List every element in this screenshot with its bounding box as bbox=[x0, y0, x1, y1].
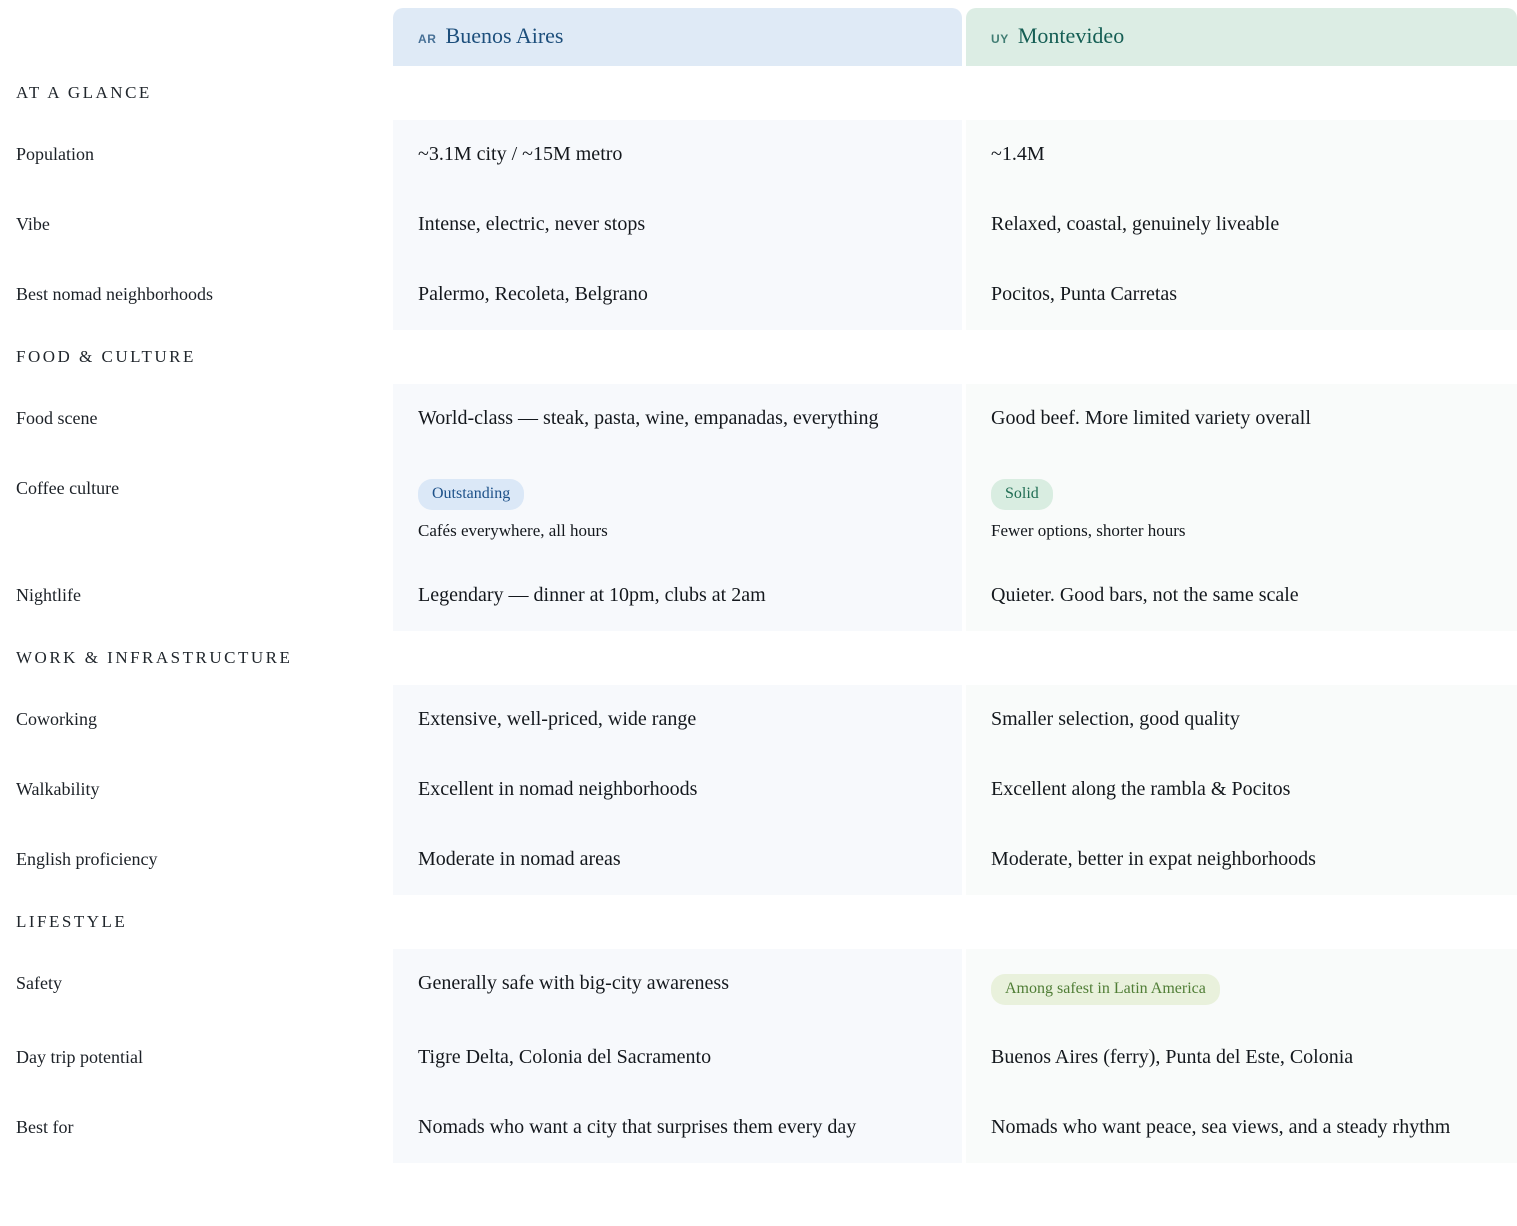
row-label: Best nomad neighborhoods bbox=[16, 284, 213, 304]
section-title: LIFESTYLE bbox=[16, 911, 128, 931]
city-name-buenos-aires: Buenos Aires bbox=[445, 23, 564, 48]
value-text: Quieter. Good bars, not the same scale bbox=[991, 583, 1299, 606]
value-cell-montevideo bbox=[966, 454, 1517, 561]
row-label: Food scene bbox=[16, 408, 98, 428]
table-row-walkability bbox=[0, 755, 1517, 825]
column-header-montevideo bbox=[966, 8, 1517, 66]
value-text: World-class — steak, pasta, wine, empanadas, everything bbox=[418, 407, 879, 429]
value-text: Good beef. More limited variety overall bbox=[991, 407, 1311, 429]
value-text: Moderate in nomad areas bbox=[418, 847, 621, 870]
table-row-coworking bbox=[0, 685, 1517, 755]
row-label: Coffee culture bbox=[16, 478, 120, 498]
value-text: Relaxed, coastal, genuinely liveable bbox=[991, 213, 1280, 235]
section-header-work-infrastructure bbox=[0, 631, 1517, 685]
value-cell-montevideo bbox=[966, 561, 1517, 631]
section-title: AT A GLANCE bbox=[16, 83, 152, 102]
row-label: Vibe bbox=[16, 214, 50, 234]
table-row-nightlife bbox=[0, 561, 1517, 631]
value-text: Generally safe with big-city awareness bbox=[418, 971, 729, 994]
value-text: Legendary — dinner at 10pm, clubs at 2am bbox=[418, 583, 766, 606]
table-row-best-for bbox=[0, 1093, 1517, 1163]
section-title: WORK & INFRASTRUCTURE bbox=[16, 647, 293, 667]
value-text: Nomads who want a city that surprises them every day bbox=[418, 1115, 857, 1138]
value-text: Moderate, better in expat neighborhoods bbox=[991, 847, 1316, 870]
value-cell-buenos-aires bbox=[393, 949, 962, 1023]
value-text: Nomads who want peace, sea views, and a steady rhythm bbox=[991, 1115, 1451, 1138]
row-label: Population bbox=[16, 144, 95, 164]
header-spacer bbox=[0, 8, 393, 66]
value-text: Excellent in nomad neighborhoods bbox=[418, 777, 698, 800]
city-name-montevideo: Montevideo bbox=[1017, 23, 1125, 48]
value-text: Extensive, well-priced, wide range bbox=[418, 707, 697, 730]
row-label: Walkability bbox=[16, 778, 100, 799]
row-label: English proficiency bbox=[16, 848, 158, 869]
column-header-buenos-aires bbox=[393, 8, 962, 66]
value-cell-montevideo bbox=[966, 190, 1517, 260]
value-cell-montevideo bbox=[966, 120, 1517, 190]
value-text: Tigre Delta, Colonia del Sacramento bbox=[418, 1045, 712, 1068]
country-code-uy: UY bbox=[991, 32, 1009, 46]
table-row-population bbox=[0, 120, 1517, 190]
rating-badge-safest: Among safest in Latin America bbox=[991, 974, 1220, 1005]
section-title: FOOD & CULTURE bbox=[16, 347, 196, 366]
value-cell-montevideo bbox=[966, 1023, 1517, 1093]
value-text: Buenos Aires (ferry), Punta del Este, Colonia bbox=[991, 1045, 1354, 1068]
value-note: Cafés everywhere, all hours bbox=[418, 521, 608, 540]
value-cell-montevideo bbox=[966, 949, 1517, 1023]
value-cell-buenos-aires bbox=[393, 755, 962, 825]
value-cell-montevideo bbox=[966, 384, 1517, 454]
country-code-ar: AR bbox=[418, 32, 437, 46]
rating-badge-solid: Solid bbox=[991, 479, 1053, 510]
value-cell-montevideo bbox=[966, 755, 1517, 825]
table-row-coffee-culture bbox=[0, 454, 1517, 561]
value-cell-buenos-aires bbox=[393, 260, 962, 330]
value-cell-buenos-aires bbox=[393, 1093, 962, 1163]
rating-badge-outstanding: Outstanding bbox=[418, 479, 524, 510]
value-note: Fewer options, shorter hours bbox=[991, 521, 1186, 540]
value-text: ~1.4M bbox=[991, 143, 1045, 165]
value-cell-montevideo bbox=[966, 1093, 1517, 1163]
table-row-safety bbox=[0, 949, 1517, 1023]
value-cell-montevideo bbox=[966, 260, 1517, 330]
section-header-lifestyle bbox=[0, 895, 1517, 949]
value-cell-buenos-aires bbox=[393, 454, 962, 561]
value-cell-buenos-aires bbox=[393, 561, 962, 631]
table-row-food-scene bbox=[0, 384, 1517, 454]
row-label: Safety bbox=[16, 972, 62, 993]
table-row-best-nomad-neighborhoods bbox=[0, 260, 1517, 330]
value-text: Palermo, Recoleta, Belgrano bbox=[418, 283, 648, 305]
value-text: Intense, electric, never stops bbox=[418, 213, 646, 235]
row-label: Coworking bbox=[16, 708, 97, 729]
value-text: Smaller selection, good quality bbox=[991, 707, 1240, 730]
section-header-at-a-glance bbox=[0, 66, 1517, 120]
value-cell-buenos-aires bbox=[393, 685, 962, 755]
table-row-vibe bbox=[0, 190, 1517, 260]
value-cell-buenos-aires bbox=[393, 190, 962, 260]
table-row-english-proficiency bbox=[0, 825, 1517, 895]
value-cell-buenos-aires bbox=[393, 1023, 962, 1093]
value-cell-buenos-aires bbox=[393, 120, 962, 190]
row-label: Nightlife bbox=[16, 584, 81, 605]
row-label: Day trip potential bbox=[16, 1046, 143, 1067]
value-text: ~3.1M city / ~15M metro bbox=[418, 143, 623, 165]
value-cell-montevideo bbox=[966, 685, 1517, 755]
header-row bbox=[0, 8, 1517, 66]
section-header-food-culture bbox=[0, 330, 1517, 384]
value-text: Pocitos, Punta Carretas bbox=[991, 283, 1178, 305]
table-row-day-trip-potential bbox=[0, 1023, 1517, 1093]
row-label: Best for bbox=[16, 1116, 74, 1137]
value-cell-buenos-aires bbox=[393, 384, 962, 454]
value-cell-buenos-aires bbox=[393, 825, 962, 895]
value-text: Excellent along the rambla & Pocitos bbox=[991, 777, 1291, 800]
value-cell-montevideo bbox=[966, 825, 1517, 895]
